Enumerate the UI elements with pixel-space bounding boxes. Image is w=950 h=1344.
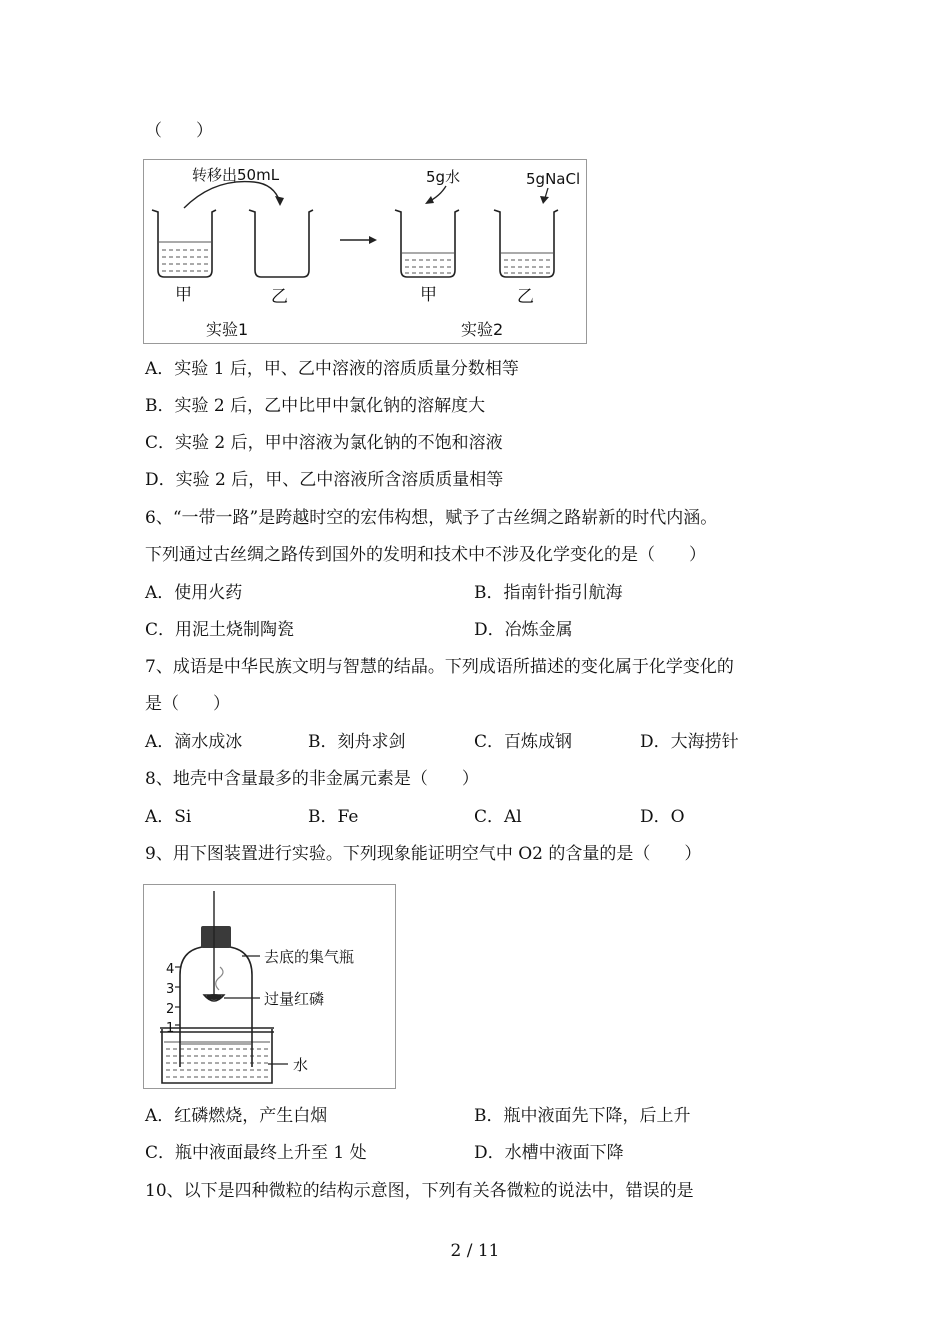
beaker-yi-1 (249, 210, 313, 277)
q8-option-d: D．O (640, 807, 685, 827)
q7-option-c: C．百炼成钢 (474, 732, 573, 752)
q9-option-a: A．红磷燃烧，产生白烟 (145, 1106, 328, 1126)
q5-option-d: D．实验 2 后，甲、乙中溶液所含溶质质量相等 (145, 470, 504, 490)
label-yi-1: 乙 (271, 287, 288, 307)
q5-option-c: C．实验 2 后，甲中溶液为氯化钠的不饱和溶液 (145, 433, 503, 453)
label-phosphorus: 过量红磷 (264, 990, 325, 1008)
liquid-jia-2 (402, 253, 454, 273)
q10-stem: 10、以下是四种微粒的结构示意图，下列有关各微粒的说法中，错误的是 (145, 1181, 694, 1201)
page-number: 2 / 11 (450, 1241, 500, 1261)
q6-option-b: B．指南针指引航海 (474, 583, 623, 603)
red-phosphorus (206, 994, 222, 1000)
label-exp1: 实验1 (206, 320, 249, 339)
q8-option-b: B．Fe (308, 807, 359, 827)
q5-option-a: A．实验 1 后，甲、乙中溶液的溶质质量分数相等 (145, 359, 519, 379)
q7-option-b: B．刻舟求剑 (308, 732, 406, 752)
q9-figure (143, 884, 396, 1089)
smoke (216, 967, 223, 990)
liquid-jia-1 (159, 242, 211, 271)
q5-option-b: B．实验 2 后，乙中比甲中氯化钠的溶解度大 (145, 396, 486, 416)
nacl-arrow (545, 188, 548, 198)
tick-2: 2 (166, 1002, 175, 1017)
label-jia-1: 甲 (175, 285, 192, 305)
beaker-jia-1 (152, 210, 216, 277)
q8-option-a: A．Si (145, 807, 192, 827)
water-label: 5g水 (426, 168, 461, 186)
label-exp2: 实验2 (461, 320, 504, 339)
q7-option-d: D．大海捞针 (640, 732, 739, 752)
label-yi-2: 乙 (517, 287, 534, 307)
transfer-arrow (184, 182, 280, 208)
q8-stem: 8、地壳中含量最多的非金属元素是（ ） (145, 769, 479, 789)
q7-option-a: A．滴水成冰 (145, 732, 243, 752)
tick-1: 1 (166, 1021, 175, 1036)
q9-option-c: C．瓶中液面最终上升至 1 处 (145, 1143, 367, 1163)
q6-option-a: A．使用火药 (145, 583, 243, 603)
q6-option-d: D．冶炼金属 (474, 620, 573, 640)
stopper (201, 926, 231, 948)
q5-figure (143, 159, 587, 344)
gas-bottle (180, 937, 252, 1067)
q9-option-d: D．水槽中液面下降 (474, 1143, 624, 1163)
liquid-yi-2 (501, 253, 553, 273)
nacl-label: 5gNaCl (526, 170, 581, 188)
q8-option-c: C．Al (474, 807, 522, 827)
label-bottle: 去底的集气瓶 (264, 948, 355, 966)
tick-4: 4 (166, 962, 175, 977)
q9-stem: 9、用下图装置进行实验。下列现象能证明空气中 O2 的含量的是（ ） (145, 844, 702, 864)
q7-stem-line2: 是（ ） (145, 694, 230, 714)
q6-stem-line1: 6、“一带一路”是跨越时空的宏伟构想，赋予了古丝绸之路崭新的时代内涵。 (145, 508, 718, 528)
label-jia-2: 甲 (420, 285, 437, 305)
q6-stem-line2: 下列通过古丝绸之路传到国外的发明和技术中不涉及化学变化的是（ ） (145, 545, 706, 565)
transfer-label: 转移出50mL (192, 166, 280, 184)
q7-stem-line1: 7、成语是中华民族文明与智慧的结晶。下列成语所描述的变化属于化学变化的 (145, 657, 734, 677)
tick-3: 3 (166, 982, 175, 997)
q5-blank: （ ） (145, 121, 213, 141)
q9-option-b: B．瓶中液面先下降，后上升 (474, 1106, 691, 1126)
label-water: 水 (293, 1056, 309, 1074)
q6-option-c: C．用泥土烧制陶瓷 (145, 620, 295, 640)
